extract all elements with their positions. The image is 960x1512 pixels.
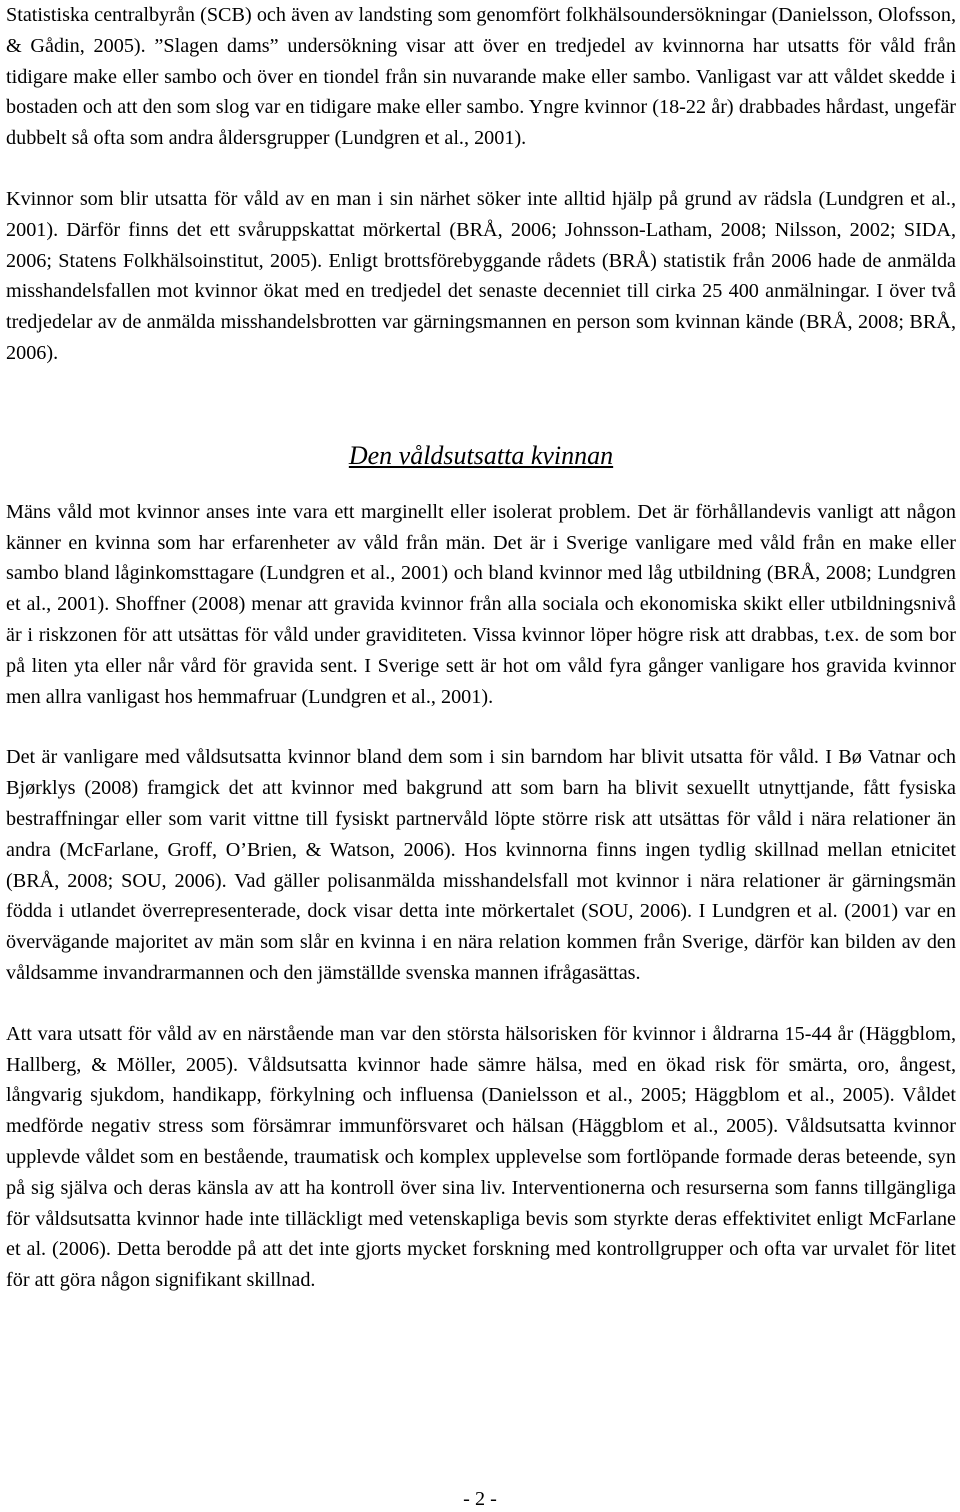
section-heading: Den våldsutsatta kvinnan — [348, 440, 614, 470]
heading-spacer — [6, 471, 956, 497]
page-body — [6, 0, 956, 1296]
paragraph-childhood-background: Det är vanligare med våldsutsatta kvinnor bland dem som i sin barndom har blivit utsatta för våld. I Bø Vatnar och Bjørklys (2008) framgick det att kvinnor med bakgrund att som barn ha blivit sexuellt utnyttjande, fått fysiska bestraffningar eller som varit vittne till fysiskt partnervåld löpte större risk att utsättas för våld i nära relationer än andra (McFarlane, Groff, O’Brien, & Watson, 2006). Hos kvinnorna finns ingen tydlig skillnad mellan etnicitet (BRÅ, 2008; SOU, 2006). Vad gäller polisanmälda misshandelsfall mot kvinnor i nära relationer är gärningsmän födda i utlandet överrepresenterade, dock visar detta inte mörkertalet (SOU, 2006). I Lundgren et al. (2001) var en övervägande majoritet av män som slår en kvinna i en nära relation kommen från Sverige, därför kan bilden av den våldsamme invandrarmannen och den jämställde svenska mannen ifrågasättas. — [6, 746, 956, 984]
paragraph-health-consequences: Att vara utsatt för våld av en närstående man var den största hälsorisken för kvinnor i åldrarna 15-44 år (Häggblom, Hallberg, & Möller, 2005). Våldsutsatta kvinnor hade sämre hälsa, med en ökad risk för smärta, oro, ångest, långvarig sjukdom, handikapp, förkylning och influensa (Danielsson et al., 2005; Häggblom et al., 2005). Våldet medförde negativ stress som försämrar immunförsvaret och hälsan (Häggblom et al., 2005). Våldsutsatta kvinnor upplevde våldet som en bestående, traumatisk och komplex upplevelse som fortlöpande formade deras beteende, syn på sig själva och deras känsla av att ha kontroll över sina liv. Interventionerna och resurserna som fanns tillgängliga för våldsutsatta kvinnor hade inte tilläckligt med vetenskapliga bevis som styrkte deras effektivitet enligt McFarlane et al. (2006). Detta berodde på att det inte gjorts mycket forskning med kontrollgrupper och ofta var urvalet för litet för att göra någon signifikant skillnad. — [6, 1022, 956, 1292]
paragraph-risk-groups: Mäns våld mot kvinnor anses inte vara ett marginellt eller isolerat problem. Det är förhållandevis vanligt att någon känner en kvinna som har erfarenheter av våld från män. Det är i Sverige vanligare med våld från en make eller sambo bland låginkomsttagare (Lundgren et al., 2001) och bland kvinnor med låg utbildning (BRÅ, 2008; Lundgren et al., 2001). Shoffner (2008) menar att gravida kvinnor från alla sociala och ekonomiska skikt eller utbildningsnivå är i riskzonen för att utsättas för våld under graviditeten. Vissa kvinnor löper högre risk att drabbas, t.ex. de som bor på liten yta eller når vård för gravida sent. I Sverige sett är hot om våld fyra gånger vanligare hos gravida kvinnor men allra vanligast hos hemmafruar (Lundgren et al., 2001). — [6, 500, 956, 708]
paragraph-spacer — [6, 154, 956, 184]
paragraph-spacer — [6, 712, 956, 742]
paragraph-spacer — [6, 989, 956, 1019]
paragraph-intro-statistics: Statistiska centralbyrån (SCB) och även av landsting som genomfört folkhälsoundersökningar (Danielsson, Olofsson, & Gådin, 2005). ”Slagen dams” undersökning visar att över en tredjedel av kvinnorna har utsatts för våld från tidigare make eller sambo och över en tiondel från sin nuvarande make eller sambo. Vanligast var att våldet skedde i bostaden och att den som slog var en tidigare make eller sambo. Yngre kvinnor (18-22 år) drabbades hårdast, ungefär dubbelt så ofta som andra åldersgrupper (Lundgren et al., 2001). — [6, 4, 956, 150]
paragraph-unreported-violence: Kvinnor som blir utsatta för våld av en man i sin närhet söker inte alltid hjälp på grund av rädsla (Lundgren et al., 2001). Därför finns det ett svåruppskattat mörkertal (BRÅ, 2006; Johnsson-Latham, 2008; Nilsson, 2002; SIDA, 2006; Statens Folkhälsoinstitut, 2005). Enligt brottsförebyggande rådets (BRÅ) statistik från 2006 hade de anmälda misshandelsfallen mot kvinnor ökat med en tredjedel det senaste decenniet till cirka 25 400 anmälningar. I över två tredjedelar av de anmälda misshandelsbrotten var gärningsmannen en person som kvinnan kände (BRÅ, 2008; BRÅ, 2006). — [6, 187, 956, 364]
page-number: - 2 - — [463, 1488, 497, 1510]
